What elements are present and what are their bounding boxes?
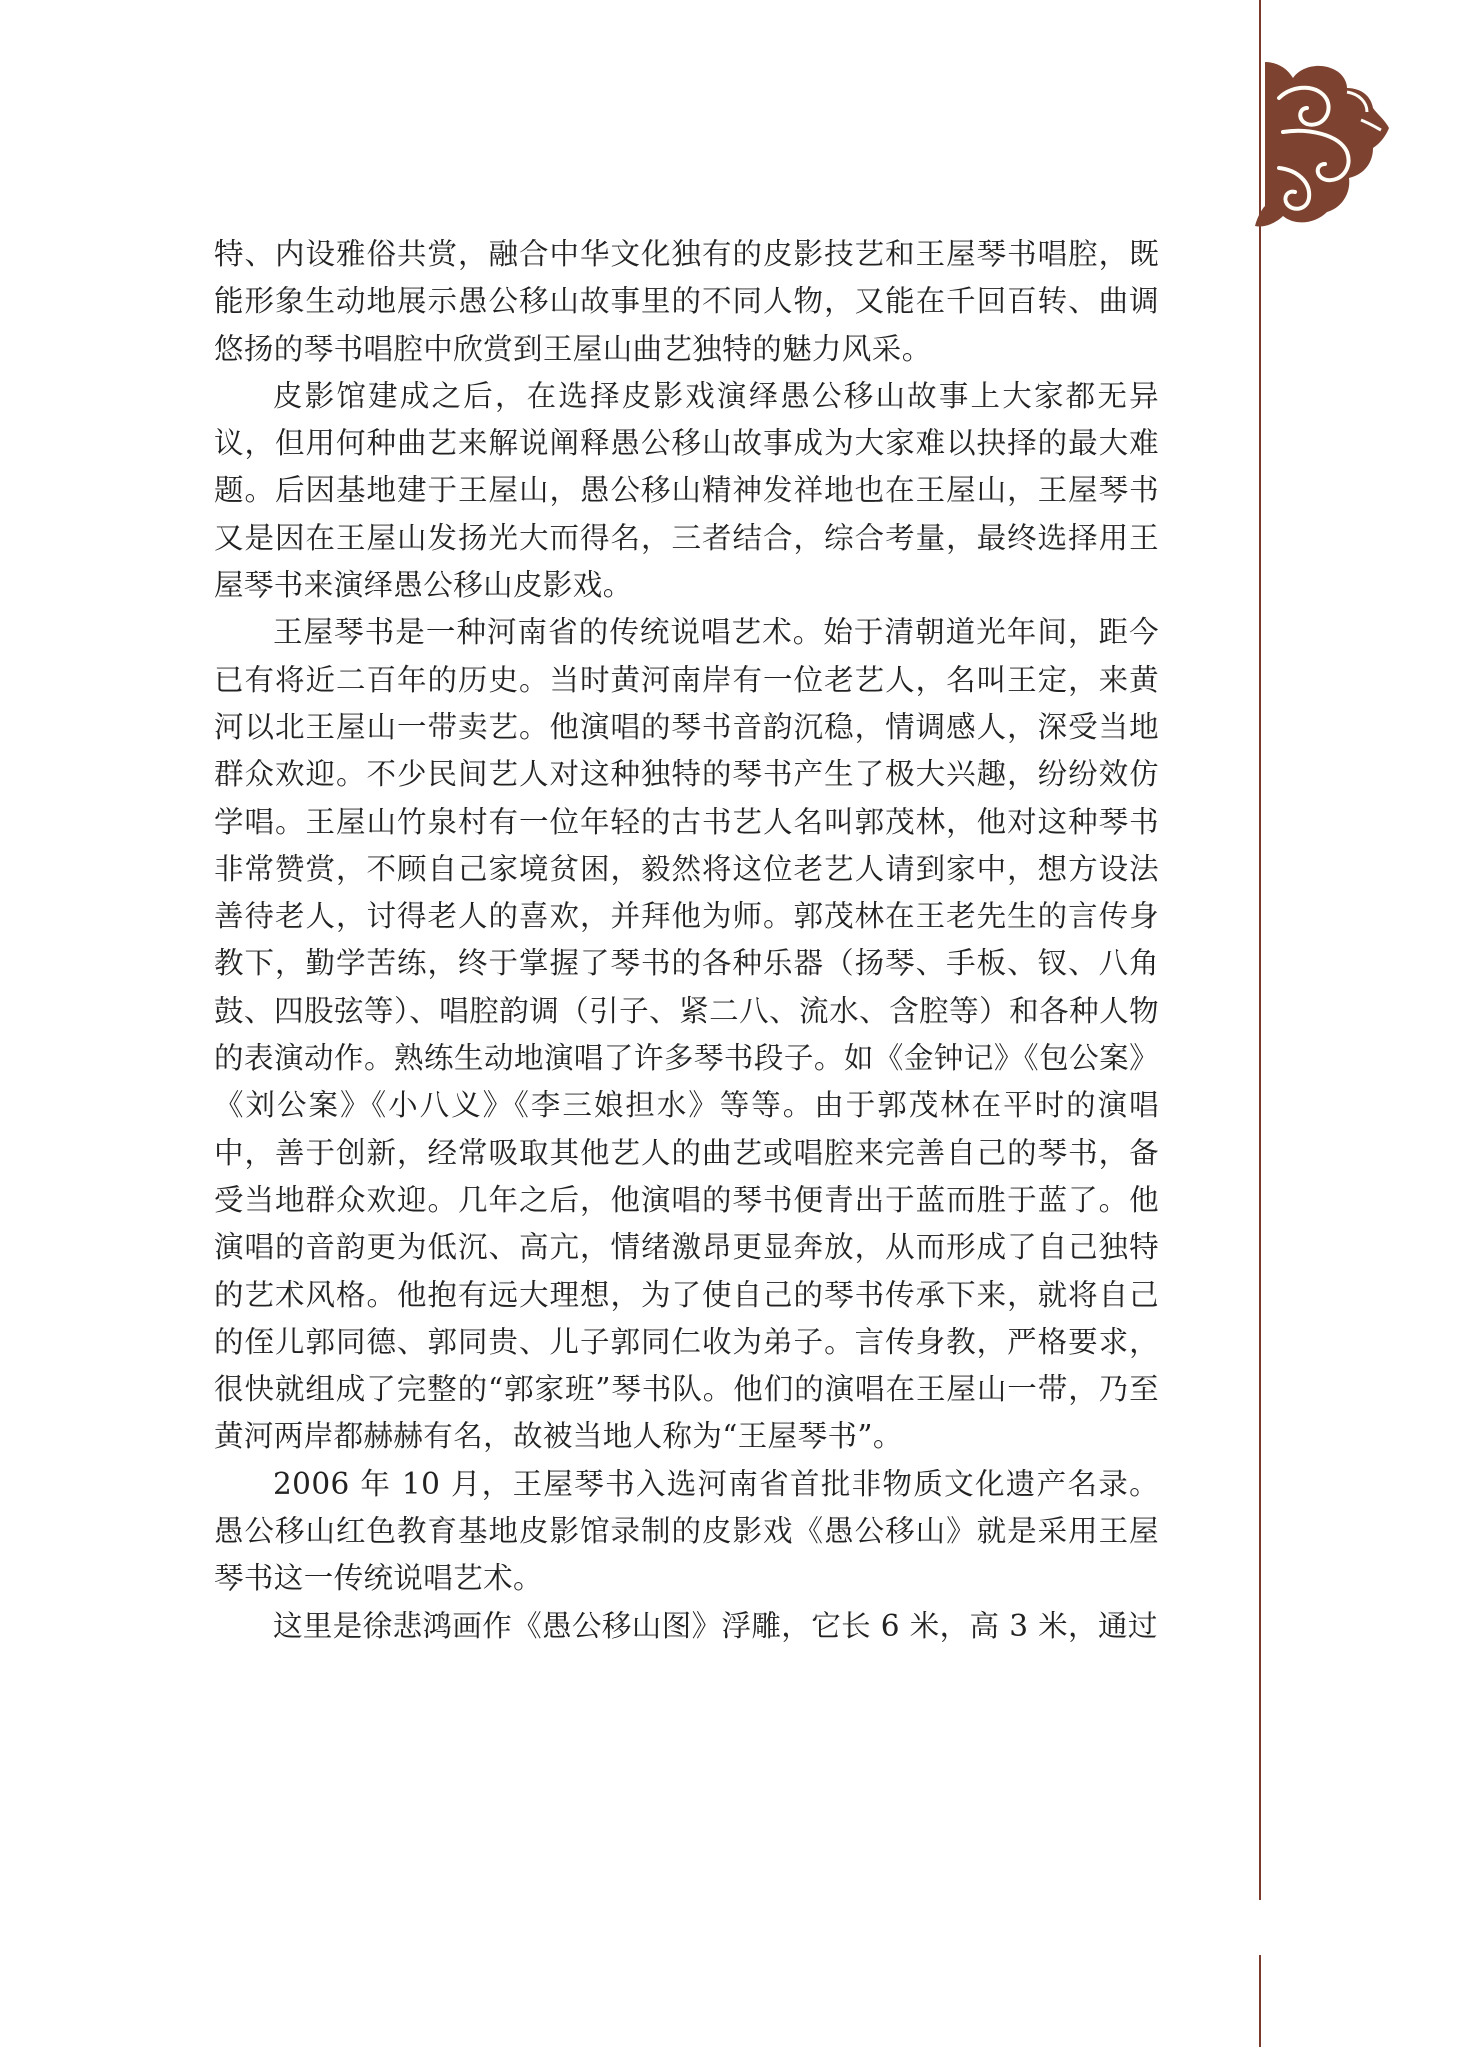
cloud-scroll-icon	[1243, 58, 1391, 230]
paragraph-1: 特、内设雅俗共赏，融合中华文化独有的皮影技艺和王屋琴书唱腔，既能形象生动地展示愚公移山故事里的不同人物，又能在千回百转、曲调悠扬的琴书唱腔中欣赏到王屋山曲艺独特的魅力风采。	[214, 237, 1159, 366]
paragraph-5: 这里是徐悲鸿画作《愚公移山图》浮雕，它长 6 米，高 3 米，通过	[273, 1608, 1158, 1643]
paragraph-3: 王屋琴书是一种河南省的传统说唱艺术。始于清朝道光年间，距今已有将近二百年的历史。当时黄河南岸有一位老艺人，名叫王定，来黄河以北王屋山一带卖艺。他演唱的琴书音韵沉稳，情调感人，深受当地群众欢迎。不少民间艺人对这种独特的琴书产生了极大兴趣，纷纷效仿学唱。王屋山竹泉村有一位年轻的古书艺人名叫郭茂林，他对这种琴书非常赞赏，不顾自己家境贫困，毅然将这位老艺人请到家中，想方设法善待老人，讨得老人的喜欢，并拜他为师。郭茂林在王老先生的言传身教下，勤学苦练，终于掌握了琴书的各种乐器（扬琴、手板、钗、八角鼓、四股弦等）、唱腔韵调（引子、紧二八、流水、含腔等）和各种人物的表演动作。熟练生动地演唱了许多琴书段子。如《金钟记》《包公案》《刘公案》《小八义》《李三娘担水》等等。由于郭茂林在平时的演唱中，善于创新，经常吸取其他艺人的曲艺或唱腔来完善自己的琴书，备受当地群众欢迎。几年之后，他演唱的琴书便青出于蓝而胜于蓝了。他演唱的音韵更为低沉、高亢，情绪激昂更显奔放，从而形成了自己独特的艺术风格。他抱有远大理想，为了使自己的琴书传承下来，就将自己的侄儿郭同德、郭同贵、儿子郭同仁收为弟子。言传身教，严格要求，很快就组成了完整的“郭家班”琴书队。他们的演唱在王屋山一带，乃至黄河两岸都赫赫有名，故被当地人称为“王屋琴书”。	[214, 615, 1159, 1454]
paragraph-4: 2006 年 10 月，王屋琴书入选河南省首批非物质文化遗产名录。愚公移山红色教育基地皮影馆录制的皮影戏《愚公移山》就是采用王屋琴书这一传统说唱艺术。	[214, 1466, 1159, 1596]
body-text	[214, 231, 1159, 1650]
margin-rule-bottom	[1259, 1955, 1261, 2047]
paragraph-2: 皮影馆建成之后，在选择皮影戏演绎愚公移山故事上大家都无异议，但用何种曲艺来解说阐释愚公移山故事成为大家难以抉择的最大难题。后因基地建于王屋山，愚公移山精神发祥地也在王屋山，王屋琴书又是因在王屋山发扬光大而得名，三者结合，综合考量，最终选择用王屋琴书来演绎愚公移山皮影戏。	[214, 378, 1159, 603]
margin-rule-top	[1259, 0, 1261, 1900]
